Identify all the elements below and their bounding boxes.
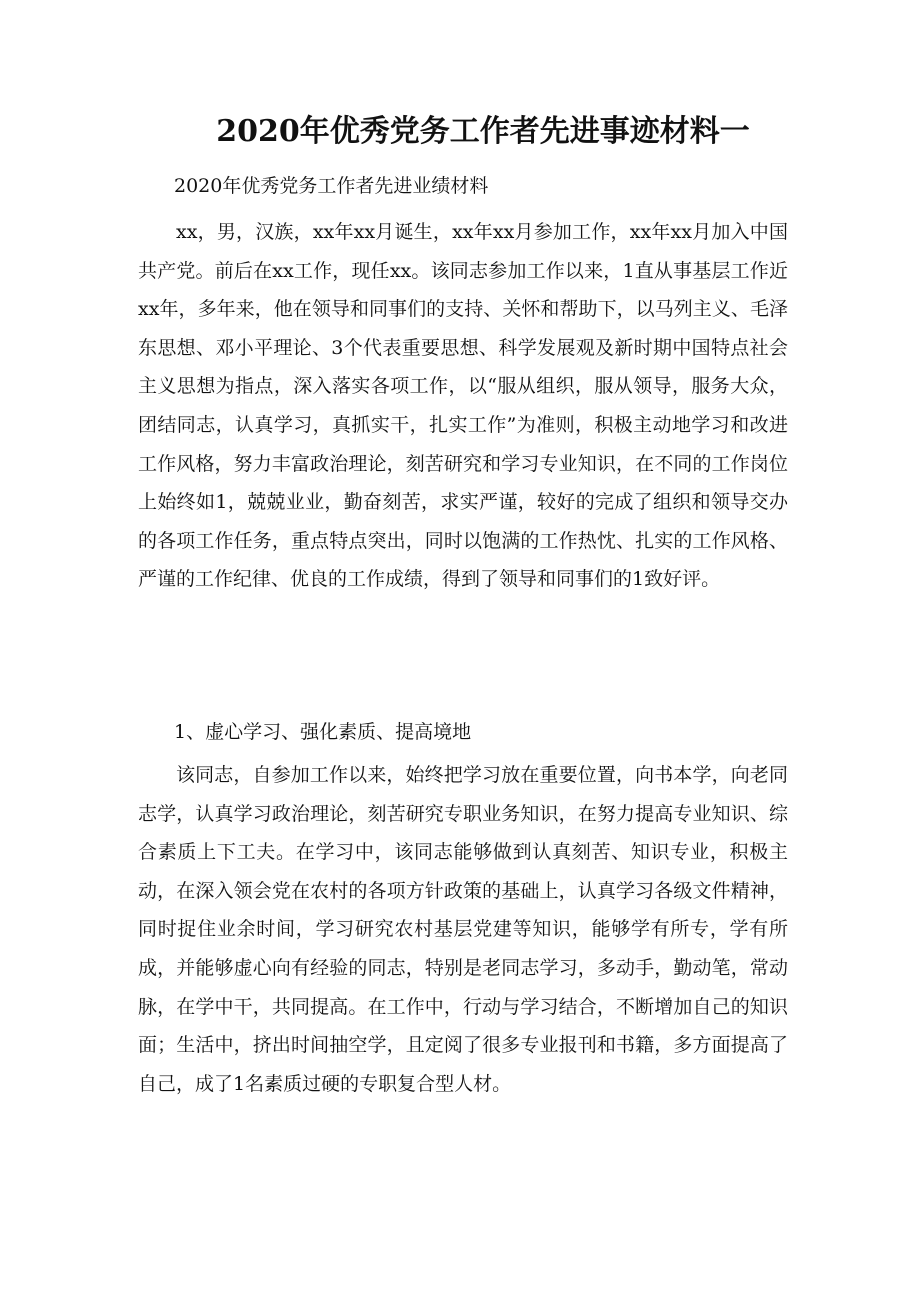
body-paragraph-2: 该同志，自参加工作以来，始终把学习放在重要位置，向书本学，向老同志学，认真学习政治理论，刻苦研究专职业务知识，在努力提高专业知识、综合素质上下工夫。在学习中，该同志能够做到认真刻苦、知识专业，积极主动，在深入领会党在农村的各项方针政策的基础上，认真学习各级文件精神，同时捉住业余时间，学习研究农村基层党建等知识，能够学有所专，学有所成，并能够虚心向有经验的同志，特别是老同志学习，多动手，勤动笔，常动脉，在学中干，共同提高。在工作中，行动与学习结合，不断增加自己的知识面；生活中，挤出时间抽空学，且定阅了很多专业报刊和书籍，多方面提高了自己，成了1名素质过硬的专职复合型人材。 (138, 764, 788, 1095)
document-subtitle: 2020年优秀党务工作者先进业绩材料 (174, 175, 489, 197)
document-title: 2020年优秀党务工作者先进事迹材料一 (216, 114, 750, 149)
section-heading-1: 1、虚心学习、强化素质、提高境地 (174, 721, 472, 743)
body-paragraph-1: xx，男，汉族，xx年xx月诞生，xx年xx月参加工作，xx年xx月加入中国共产党。前后在xx工作，现任xx。该同志参加工作以来，1直从事基层工作近xx年，多年来，他在领导和同事们的支持、关怀和帮助下，以马列主义、毛泽东思想、邓小平理论、3个代表重要思想、科学发展观及新时期中国特点社会主义思想为指点，深入落实各项工作，以“服从组织，服从领导，服务大众，团结同志，认真学习，真抓实干，扎实工作”为准则，积极主动地学习和改进工作风格，努力丰富政治理论，刻苦研究和学习专业知识，在不同的工作岗位上始终如1，兢兢业业，勤奋刻苦，求实严谨，较好的完成了组织和领导交办的各项工作任务，重点特点突出，同时以饱满的工作热忱、扎实的工作风格、严谨的工作纪律、优良的工作成绩，得到了领导和同事们的1致好评。 (138, 221, 788, 591)
